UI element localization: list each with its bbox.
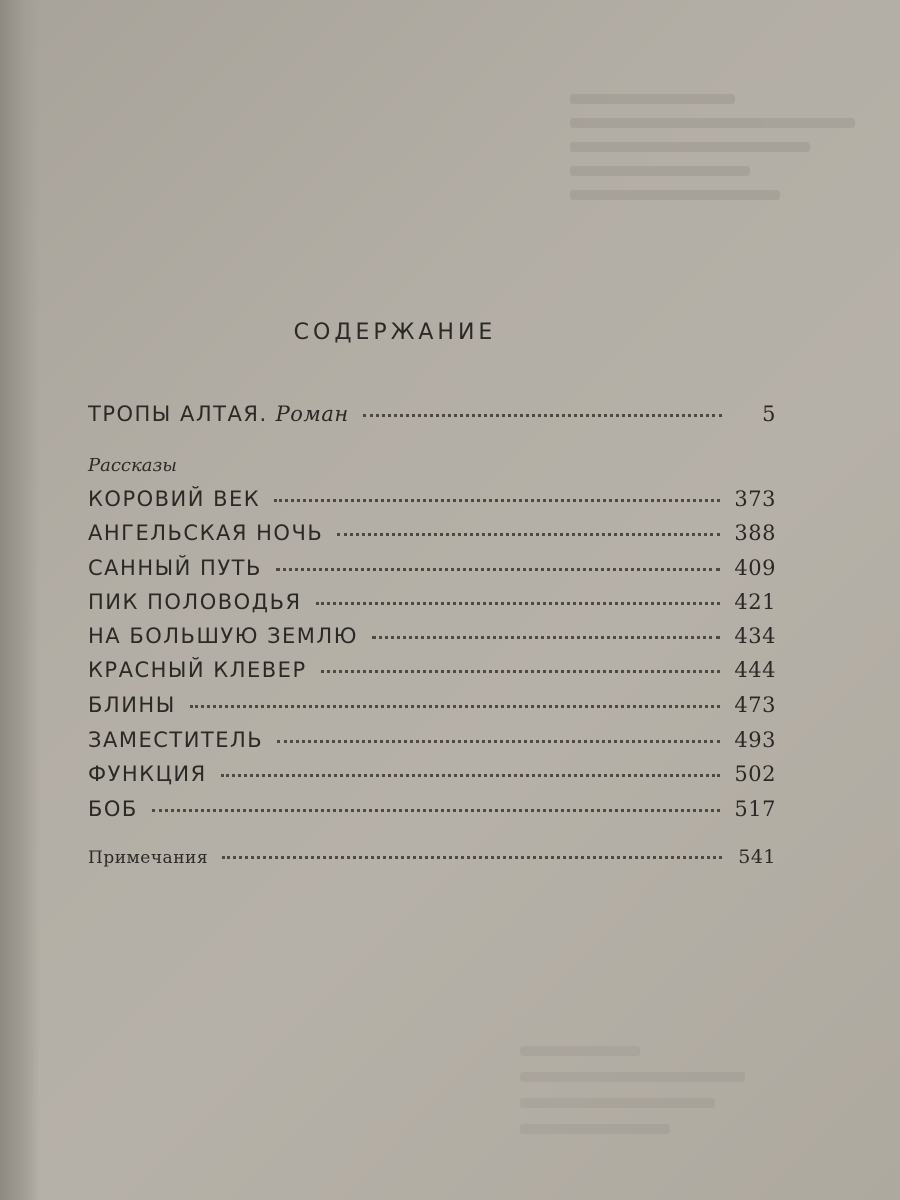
dot-leader xyxy=(363,413,722,417)
toc-entry xyxy=(88,590,776,614)
toc-entry-title: ПИК ПОЛОВОДЬЯ xyxy=(88,590,302,614)
toc-entry-title: САННЫЙ ПУТЬ xyxy=(88,556,262,580)
toc-page-number: 517 xyxy=(734,797,776,821)
toc-page-number: 444 xyxy=(734,658,776,682)
dot-leader xyxy=(337,532,720,536)
toc-entry xyxy=(88,693,776,717)
toc-page-number: 373 xyxy=(734,487,776,511)
toc-page-number: 5 xyxy=(762,402,776,426)
toc-entry xyxy=(88,556,776,580)
toc-entry-title: ЗАМЕСТИТЕЛЬ xyxy=(88,728,264,752)
toc-entry xyxy=(88,728,776,752)
dot-leader xyxy=(372,635,721,639)
toc-page-number: 493 xyxy=(734,728,776,752)
toc-entry xyxy=(88,658,776,682)
toc-page-number: 421 xyxy=(734,590,776,614)
page-gutter-shadow xyxy=(0,0,40,1200)
toc-entry-notes xyxy=(88,846,776,868)
toc-entry-title: Примечания xyxy=(88,848,209,868)
toc-entry-title: АНГЕЛЬСКАЯ НОЧЬ xyxy=(88,521,324,545)
toc-entry-title: ТРОПЫ АЛТАЯ. xyxy=(88,402,268,426)
toc-page-number: 473 xyxy=(734,693,776,717)
toc-entry xyxy=(88,762,776,786)
section-label: Рассказы xyxy=(88,455,177,476)
dot-leader xyxy=(276,567,721,571)
toc-entry xyxy=(88,487,776,511)
toc-entry xyxy=(88,521,776,545)
toc-entry-title: КРАСНЫЙ КЛЕВЕР xyxy=(88,658,307,682)
dot-leader xyxy=(277,739,720,743)
dot-leader xyxy=(274,498,720,502)
toc-page-number: 388 xyxy=(734,521,776,545)
toc-entry-title: БОБ xyxy=(88,797,138,821)
page-title: СОДЕРЖАНИЕ xyxy=(293,320,497,345)
toc-entry-main xyxy=(88,402,776,426)
dot-leader xyxy=(321,669,721,673)
toc-page-number: 434 xyxy=(734,624,776,648)
toc-entry-title: ФУНКЦИЯ xyxy=(88,762,207,786)
dot-leader xyxy=(190,704,721,708)
toc-entry xyxy=(88,624,776,648)
toc-page-number: 502 xyxy=(734,762,776,786)
toc-entry-title: НА БОЛЬШУЮ ЗЕМЛЮ xyxy=(88,624,358,648)
dot-leader xyxy=(316,601,721,605)
toc-entry-title: БЛИНЫ xyxy=(88,693,176,717)
toc-entry-title: КОРОВИЙ ВЕК xyxy=(88,487,261,511)
toc-page-number: 409 xyxy=(734,556,776,580)
dot-leader xyxy=(222,855,722,859)
bleed-through-text xyxy=(570,80,870,220)
toc-page-number: 541 xyxy=(738,846,776,868)
bleed-through-text-bottom xyxy=(520,1030,820,1150)
dot-leader xyxy=(152,808,721,812)
toc-entry xyxy=(88,797,776,821)
dot-leader xyxy=(221,773,721,777)
toc-entry-subtitle: Роман xyxy=(275,402,349,426)
